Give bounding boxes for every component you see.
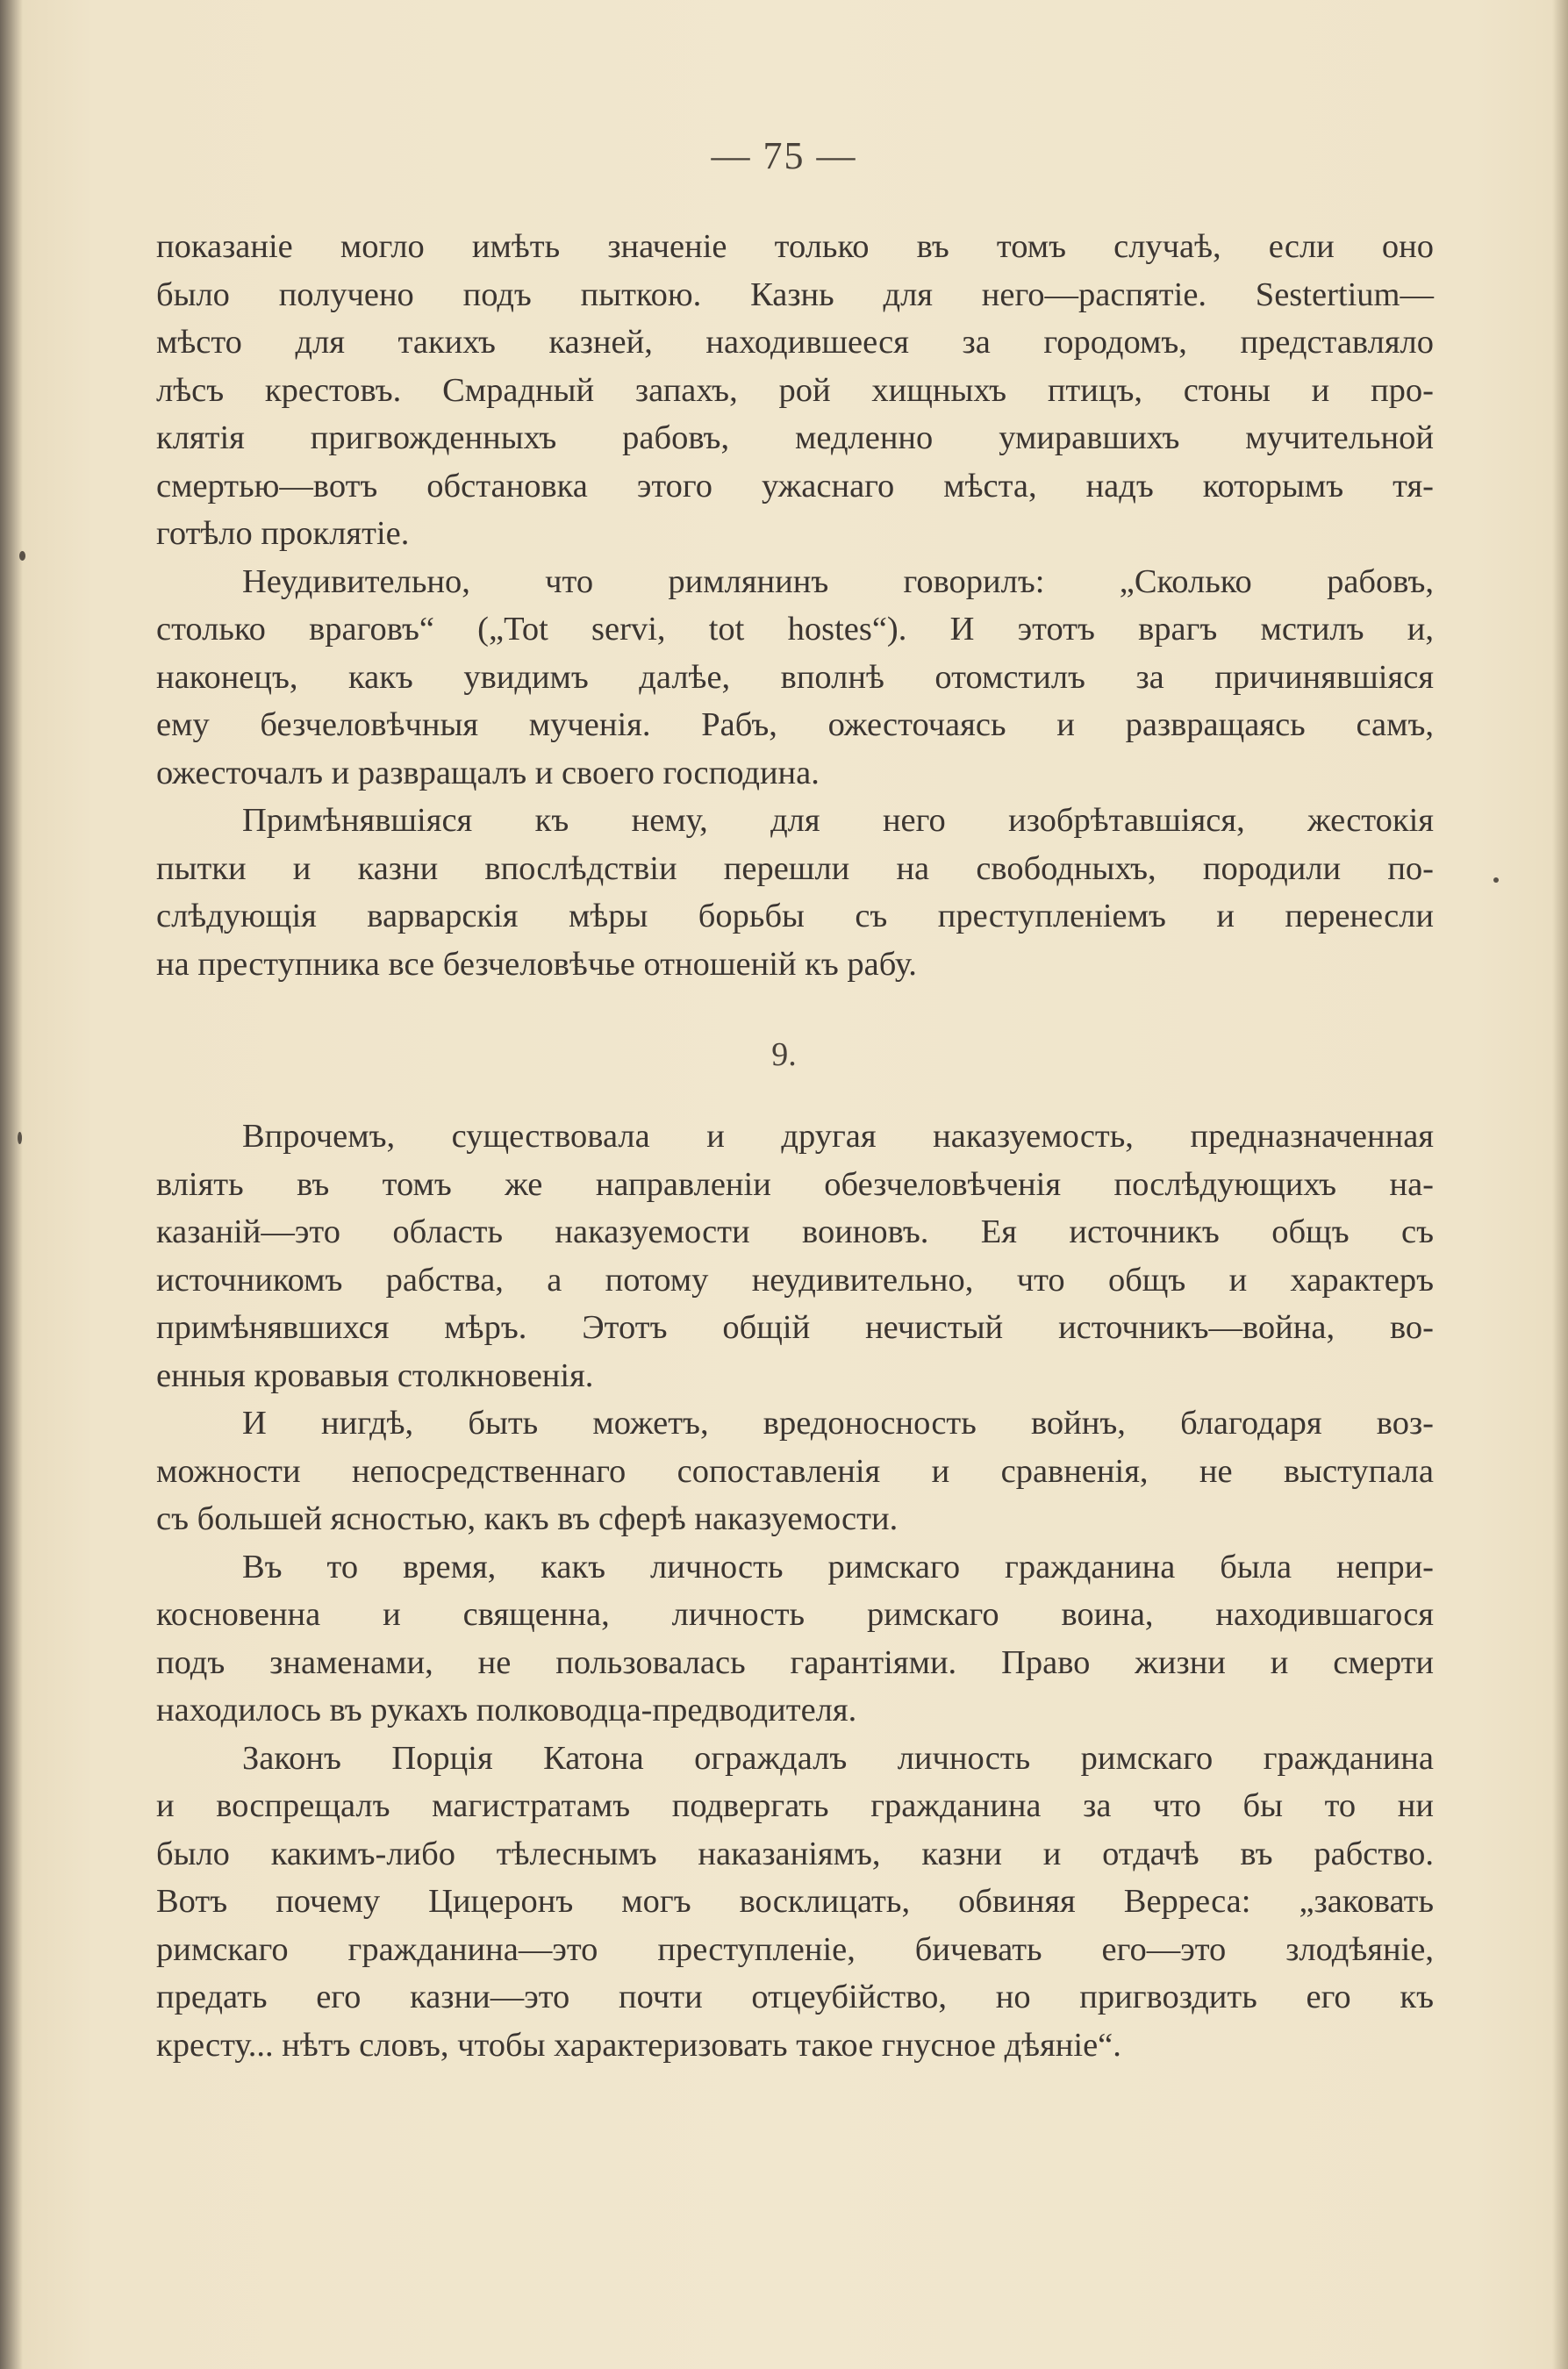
text-line: было получено подъ пыткою. Казнь для него—распятіе. Sestertium—	[156, 276, 1434, 313]
text-line: и воспрещалъ магистратамъ подвергать гражданина за что бы то ни	[156, 1787, 1434, 1824]
text-line: кресту... нѣтъ словъ, чтобы характеризовать такое гнусное дѣяніе“.	[156, 2026, 1121, 2064]
text-line: находилось въ рукахъ полководца-предводителя.	[156, 1692, 857, 1728]
text-line: Неудивительно, что римлянинъ говорилъ: „Сколько рабовъ,	[242, 562, 1434, 600]
ink-spot	[18, 1132, 22, 1144]
text-line: смертью—вотъ обстановка этого ужаснаго мѣста, надъ которымъ тя-	[156, 467, 1434, 505]
text-line: казаній—это область наказуемости воиновъ. Ея источникъ общъ съ	[156, 1213, 1434, 1250]
text-block-1	[156, 223, 1434, 988]
text-line: клятія пригвожденныхъ рабовъ, медленно умиравшихъ мучительной	[156, 419, 1434, 456]
section-number: 9.	[771, 1036, 797, 1073]
text-line: на преступника все безчеловѣчье отношеній къ рабу.	[156, 945, 917, 983]
text-line: съ большей ясностью, какъ въ сферѣ наказуемости.	[156, 1500, 899, 1537]
text-line: мѣсто для такихъ казней, находившееся за городомъ, представляло	[156, 324, 1434, 361]
text-line: слѣдующія варварскія мѣры борьбы съ преступленіемъ и перенесли	[156, 898, 1434, 934]
text-line: источникомъ рабства, а потому неудивительно, что общъ и характеръ	[156, 1261, 1434, 1299]
text-line: готѣло проклятіе.	[156, 515, 410, 552]
page-edge-shadow	[1552, 0, 1568, 2369]
text-line: косновенна и священна, личность римскаго воина, находившагося	[156, 1596, 1434, 1633]
text-line: было какимъ-либо тѣлеснымъ наказаніямъ, казни и отдачѣ въ рабство.	[156, 1835, 1434, 1872]
text-line: И нигдѣ, быть можетъ, вредоносность войнъ, благодаря воз-	[242, 1405, 1434, 1442]
ink-spot	[1493, 877, 1499, 883]
text-line: примѣнявшихся мѣръ. Этотъ общій нечистый источникъ—война, во-	[156, 1309, 1434, 1346]
ink-spot	[19, 551, 25, 561]
text-line: Законъ Порція Катона ограждалъ личность римскаго гражданина	[242, 1739, 1434, 1777]
text-line: наконецъ, какъ увидимъ далѣе, вполнѣ отомстилъ за причинявшіяся	[156, 658, 1434, 696]
text-line: ожесточалъ и развращалъ и своего господина.	[156, 754, 820, 791]
text-line: пытки и казни впослѣдствіи перешли на свободныхъ, породили по-	[156, 849, 1434, 887]
text-line: Примѣнявшіяся къ нему, для него изобрѣтавшіяся, жестокія	[242, 802, 1434, 839]
text-block-2	[156, 1113, 1434, 2069]
text-line: вліять въ томъ же направленіи обезчеловѣченія послѣдующихъ на-	[156, 1165, 1434, 1203]
text-line: подъ знаменами, не пользовалась гарантіями. Право жизни и смерти	[156, 1643, 1434, 1681]
text-line: предать его казни—это почти отцеубійство, но пригвоздить его къ	[156, 1979, 1434, 2015]
text-line: показаніе могло имѣть значеніе только въ томъ случаѣ, если оно	[156, 228, 1434, 265]
text-line: Впрочемъ, существовала и другая наказуемость, предназначенная	[242, 1118, 1434, 1155]
text-line: Вотъ почему Цицеронъ могъ восклицать, обвиняя Верреса: „заковать	[156, 1883, 1434, 1920]
page-binding-shadow	[0, 0, 23, 2369]
text-line: лѣсъ крестовъ. Смрадный запахъ, рой хищныхъ птицъ, стоны и про-	[156, 371, 1434, 409]
text-line: можности непосредственнаго сопоставленія и сравненія, не выступала	[156, 1452, 1434, 1490]
text-line: Въ то время, какъ личность римскаго гражданина была непри-	[242, 1548, 1434, 1585]
text-line: енныя кровавыя столкновенія.	[156, 1356, 594, 1394]
text-line: ему безчеловѣчныя мученія. Рабъ, ожесточаясь и развращаясь самъ,	[156, 706, 1434, 743]
page-number: — 75 —	[711, 134, 857, 177]
text-line: столько враговъ“ („Tot servi, tot hostes“). И этотъ врагъ мстилъ и,	[156, 611, 1434, 648]
text-line: римскаго гражданина—это преступленіе, бичевать его—это злодѣяніе,	[156, 1930, 1434, 1968]
